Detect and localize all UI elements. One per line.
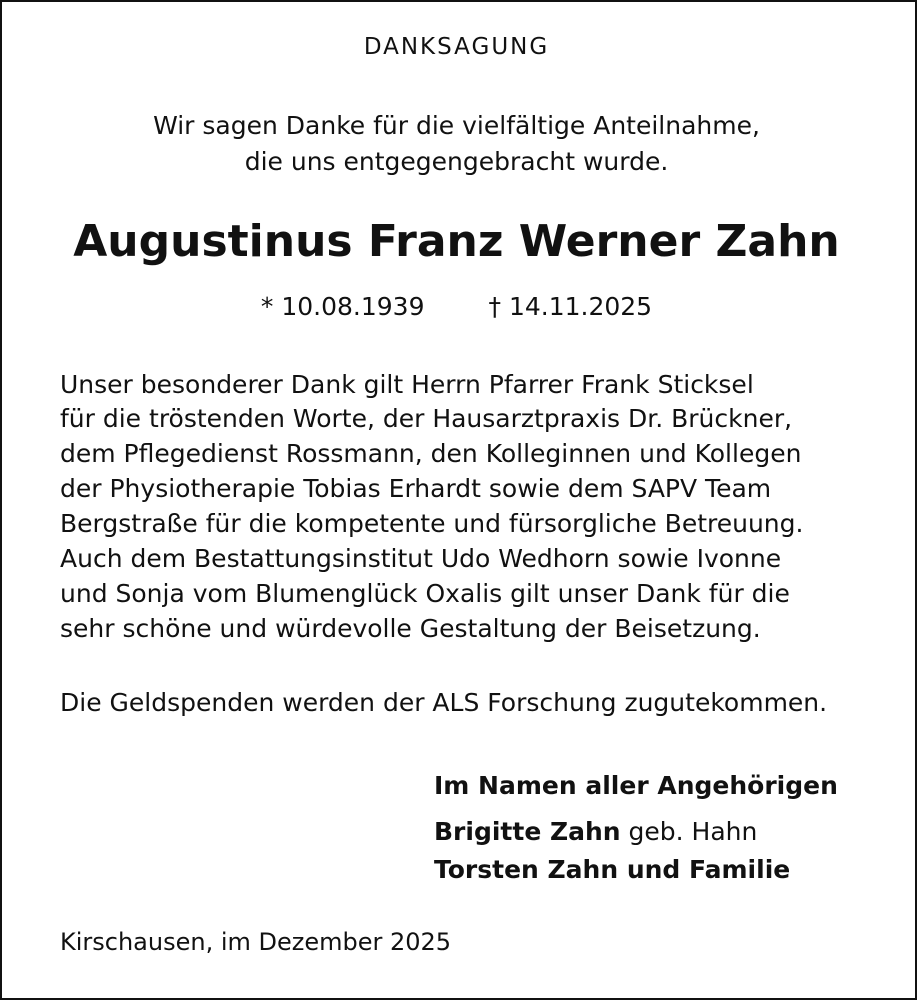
signature-person-2: Torsten Zahn und Familie [434, 855, 791, 884]
notice-heading: DANKSAGUNG [363, 34, 550, 60]
place-date: Kirschausen, im Dezember 2025 [60, 928, 452, 956]
thanks-line: dem Pflegedienst Rossmann, den Kolleginnen und Kollegen [60, 439, 802, 468]
signature-person-1-suffix: geb. Hahn [620, 817, 758, 846]
thanks-line: der Physiotherapie Tobias Erhardt sowie dem SAPV Team [60, 474, 772, 503]
deceased-name: Augustinus Franz Werner Zahn [73, 216, 840, 267]
signature-intro: Im Namen aller Angehörigen [434, 771, 838, 800]
signature-person-1 [434, 814, 757, 850]
thanks-line: Bergstraße für die kompetente und fürsorgliche Betreuung. [60, 509, 804, 538]
birth-date: * 10.08.1939 [260, 292, 425, 321]
thanks-line: und Sonja vom Blumenglück Oxalis gilt unser Dank für die [60, 579, 790, 608]
death-date: † 14.11.2025 [488, 292, 653, 321]
donations-note: Die Geldspenden werden der ALS Forschung zugutekommen. [60, 688, 828, 717]
thanks-line: Auch dem Bestattungsinstitut Udo Wedhorn sowie Ivonne [60, 544, 782, 573]
signature-person-1-name: Brigitte Zahn [434, 817, 621, 846]
thanks-line: für die tröstenden Worte, der Hausarztpraxis Dr. Brückner, [60, 404, 793, 433]
thanks-line: Unser besonderer Dank gilt Herrn Pfarrer Frank Sticksel [60, 370, 754, 399]
life-dates [0, 292, 913, 321]
intro-line-1: Wir sagen Danke für die vielfältige Anteilnahme, [153, 111, 760, 140]
intro-line-2: die uns entgegengebracht wurde. [244, 147, 669, 176]
thanks-line: sehr schöne und würdevolle Gestaltung der Beisetzung. [60, 614, 761, 643]
